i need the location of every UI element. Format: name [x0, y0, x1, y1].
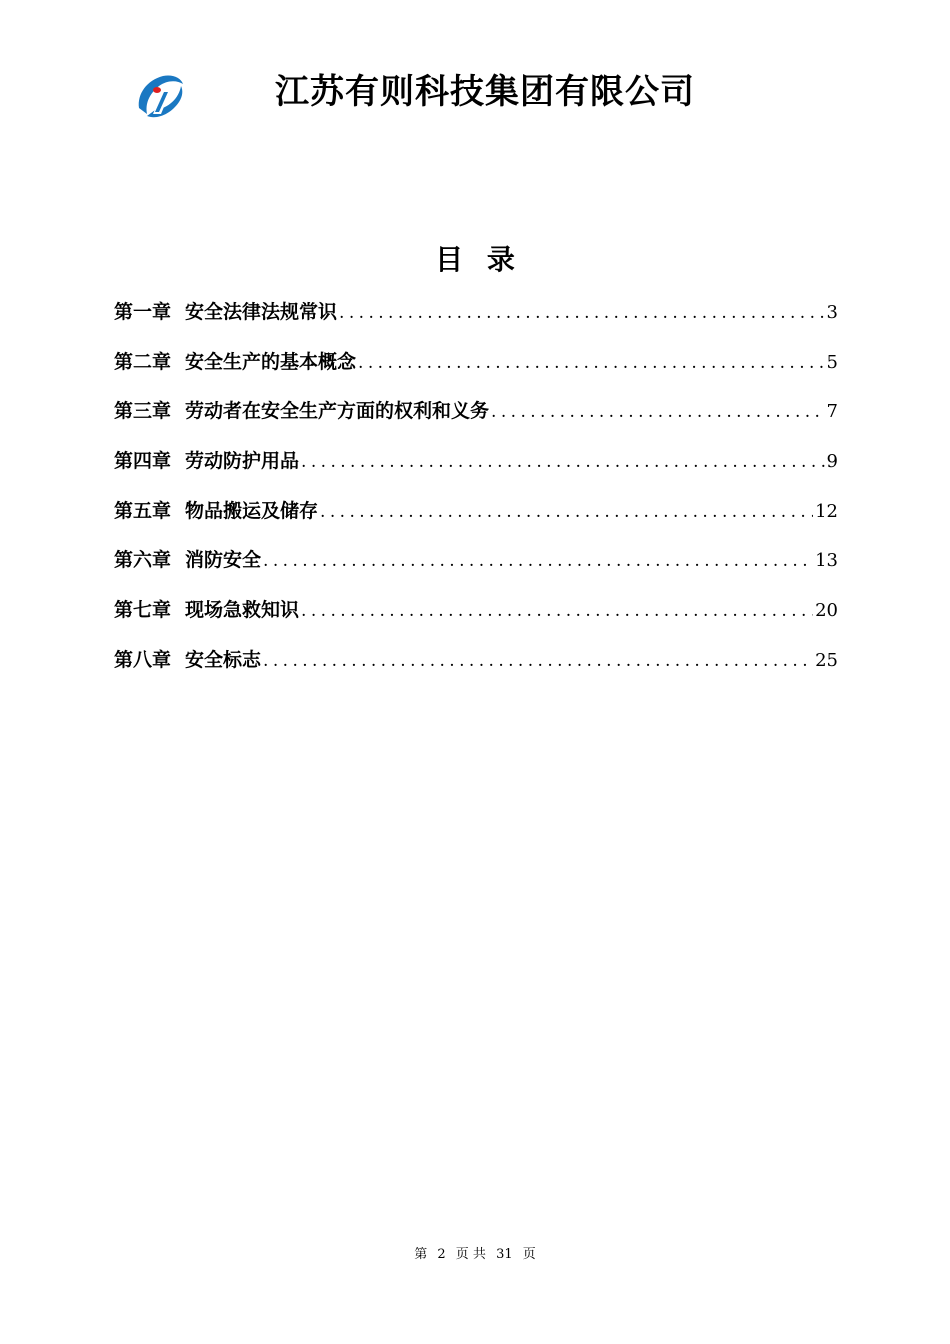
toc-page-number: 12 [815, 500, 838, 522]
toc-dot-leader [491, 397, 825, 427]
footer-total-pages: 31 [496, 1247, 513, 1262]
toc-dot-leader [358, 348, 825, 378]
footer-suffix: 页 [522, 1247, 536, 1262]
page-footer [0, 1245, 950, 1265]
toc-label: 安全生产的基本概念 [185, 350, 357, 373]
toc-chapter: 第一章 [114, 301, 172, 323]
company-logo-icon [133, 68, 185, 128]
table-of-contents [114, 297, 838, 695]
toc-dot-leader [263, 546, 813, 576]
company-name: 江苏有则科技集团有限公司 [275, 72, 695, 112]
toc-chapter: 第三章 [114, 400, 172, 423]
toc-dot-leader [301, 596, 813, 626]
toc-chapter: 第二章 [114, 350, 172, 373]
toc-dot-leader [263, 646, 813, 676]
footer-page-number: 2 [437, 1247, 446, 1262]
toc-chapter: 第四章 [114, 450, 172, 473]
toc-label: 劳动防护用品 [185, 450, 300, 473]
toc-page-number: 13 [815, 550, 838, 572]
toc-page-number: 20 [815, 600, 838, 622]
toc-entry[interactable] [114, 446, 838, 496]
toc-label: 物品搬运及储存 [185, 499, 319, 522]
toc-entry[interactable] [114, 297, 838, 347]
toc-chapter: 第七章 [114, 599, 172, 622]
toc-entry[interactable] [114, 645, 838, 695]
toc-label: 安全标志 [185, 648, 262, 671]
toc-label: 现场急救知识 [185, 599, 300, 622]
toc-entry[interactable] [114, 496, 838, 546]
toc-title: 目 录 [435, 243, 515, 276]
toc-entry[interactable] [114, 347, 838, 397]
toc-entry[interactable] [114, 545, 838, 595]
toc-dot-leader [320, 497, 813, 527]
toc-dot-leader [339, 298, 825, 328]
toc-label: 消防安全 [185, 549, 262, 572]
toc-page-number: 9 [826, 451, 838, 473]
toc-entry[interactable] [114, 396, 838, 446]
toc-page-number: 3 [826, 302, 838, 323]
toc-chapter: 第五章 [114, 499, 172, 522]
toc-page-number: 7 [826, 401, 838, 423]
footer-mid: 页 共 [455, 1247, 486, 1262]
toc-chapter: 第六章 [114, 549, 172, 572]
toc-page-number: 5 [826, 351, 838, 373]
footer-prefix: 第 [414, 1247, 428, 1262]
page-header [0, 60, 950, 140]
toc-entry[interactable] [114, 595, 838, 645]
toc-page-number: 25 [815, 649, 838, 671]
toc-chapter: 第八章 [114, 648, 172, 671]
toc-dot-leader [301, 447, 825, 477]
toc-label: 安全法律法规常识 [185, 301, 338, 323]
toc-label: 劳动者在安全生产方面的权利和义务 [185, 400, 490, 423]
